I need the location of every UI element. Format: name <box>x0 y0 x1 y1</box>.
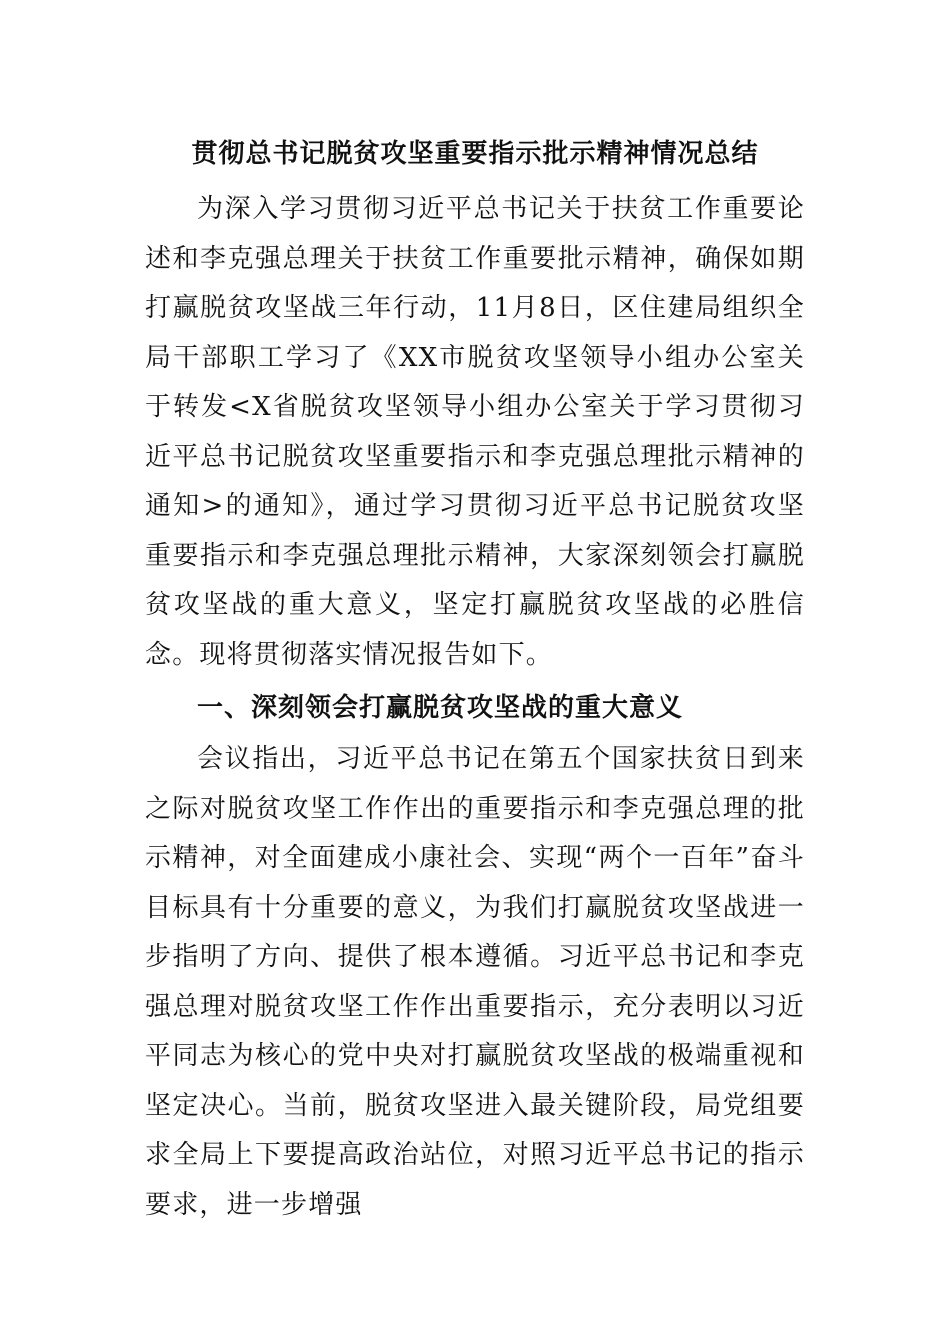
intro-paragraph: 为深入学习贯彻习近平总书记关于扶贫工作重要论述和李克强总理关于扶贫工作重要批示精神，确保如期打赢脱贫攻坚战三年行动，11月8日，区住建局组织全局干部职工学习了《XX市脱贫攻坚领导小组办公室关于转发<X省脱贫攻坚领导小组办公室关于学习贯彻习近平总书记脱贫攻坚重要指示和李克强总理批示精神的通知>的通知》，通过学习贯彻习近平总书记脱贫攻坚重要指示和李克强总理批示精神，大家深刻领会打赢脱贫攻坚战的重大意义，坚定打赢脱贫攻坚战的必胜信念。现将贯彻落实情况报告如下。 <box>145 194 805 670</box>
section-1-paragraph: 会议指出，习近平总书记在第五个国家扶贫日到来之际对脱贫攻坚工作作出的重要指示和李克强总理的批示精神，对全面建成小康社会、实现“两个一百年”奋斗目标具有十分重要的意义，为我们打赢脱贫攻坚战进一步指明了方向、提供了根本遵循。习近平总书记和李克强总理对脱贫攻坚工作作出重要指示，充分表明以习近平同志为核心的党中央对打赢脱贫攻坚战的极端重视和坚定决心。当前，脱贫攻坚进入最关键阶段，局党组要求全局上下要提高政治站位，对照习近平总书记的指示要求，进一步增强 <box>145 744 805 1220</box>
section-heading-1: 一、深刻领会打赢脱贫攻坚战的重大意义 <box>197 693 684 723</box>
document-title: 贯彻总书记脱贫攻坚重要指示批示精神情况总结 <box>191 139 759 169</box>
